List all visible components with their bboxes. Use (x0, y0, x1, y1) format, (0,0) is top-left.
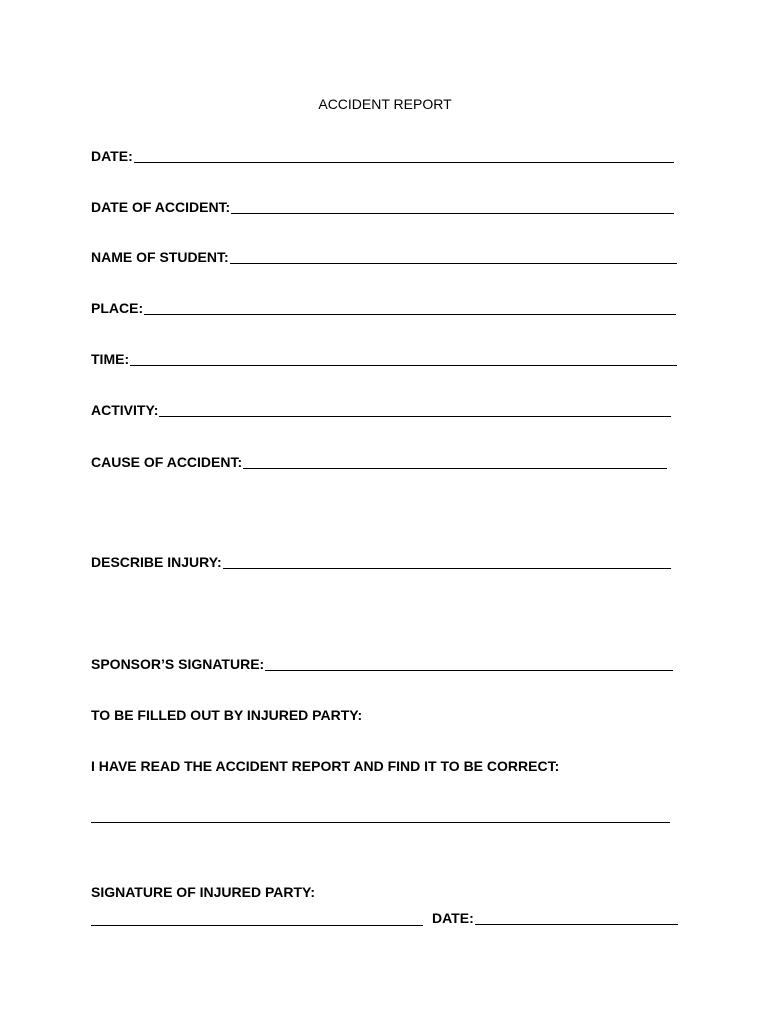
time-blank-line[interactable] (130, 365, 677, 366)
name-of-student-field[interactable] (91, 248, 677, 266)
final-date-label: DATE: (432, 910, 474, 926)
confirmation-statement: I HAVE READ THE ACCIDENT REPORT AND FIND IT TO BE CORRECT: (91, 758, 560, 774)
describe-injury-field[interactable] (91, 553, 671, 571)
place-field[interactable] (91, 299, 676, 317)
sponsors-signature-field[interactable] (91, 655, 673, 673)
sponsors-signature-label: SPONSOR’S SIGNATURE: (91, 656, 265, 672)
sponsors-signature-blank-line[interactable] (265, 670, 673, 671)
confirmation-signature-line[interactable] (91, 822, 670, 823)
place-label: PLACE: (91, 300, 144, 316)
describe-injury-blank-line[interactable] (223, 568, 671, 569)
cause-of-accident-blank-line[interactable] (243, 468, 667, 469)
injured-party-heading: TO BE FILLED OUT BY INJURED PARTY: (91, 707, 363, 723)
injured-party-signature-line[interactable] (91, 925, 423, 926)
describe-injury-label: DESCRIBE INJURY: (91, 554, 222, 570)
final-date-blank-line[interactable] (475, 924, 678, 925)
activity-blank-line[interactable] (159, 416, 671, 417)
date-label: DATE: (91, 148, 133, 164)
time-field[interactable] (91, 350, 677, 368)
place-blank-line[interactable] (144, 314, 676, 315)
cause-of-accident-field[interactable] (91, 453, 667, 471)
final-date-field[interactable] (432, 909, 678, 927)
date-field[interactable] (91, 147, 674, 165)
date-of-accident-label: DATE OF ACCIDENT: (91, 199, 231, 215)
date-blank-line[interactable] (134, 162, 674, 163)
cause-of-accident-label: CAUSE OF ACCIDENT: (91, 454, 243, 470)
date-of-accident-blank-line[interactable] (231, 213, 674, 214)
injured-party-signature-label: SIGNATURE OF INJURED PARTY: (91, 884, 316, 900)
time-label: TIME: (91, 351, 130, 367)
activity-field[interactable] (91, 401, 671, 419)
activity-label: ACTIVITY: (91, 402, 159, 418)
name-of-student-blank-line[interactable] (230, 263, 677, 264)
page-title: ACCIDENT REPORT (318, 96, 452, 112)
name-of-student-label: NAME OF STUDENT: (91, 249, 229, 265)
date-of-accident-field[interactable] (91, 198, 674, 216)
